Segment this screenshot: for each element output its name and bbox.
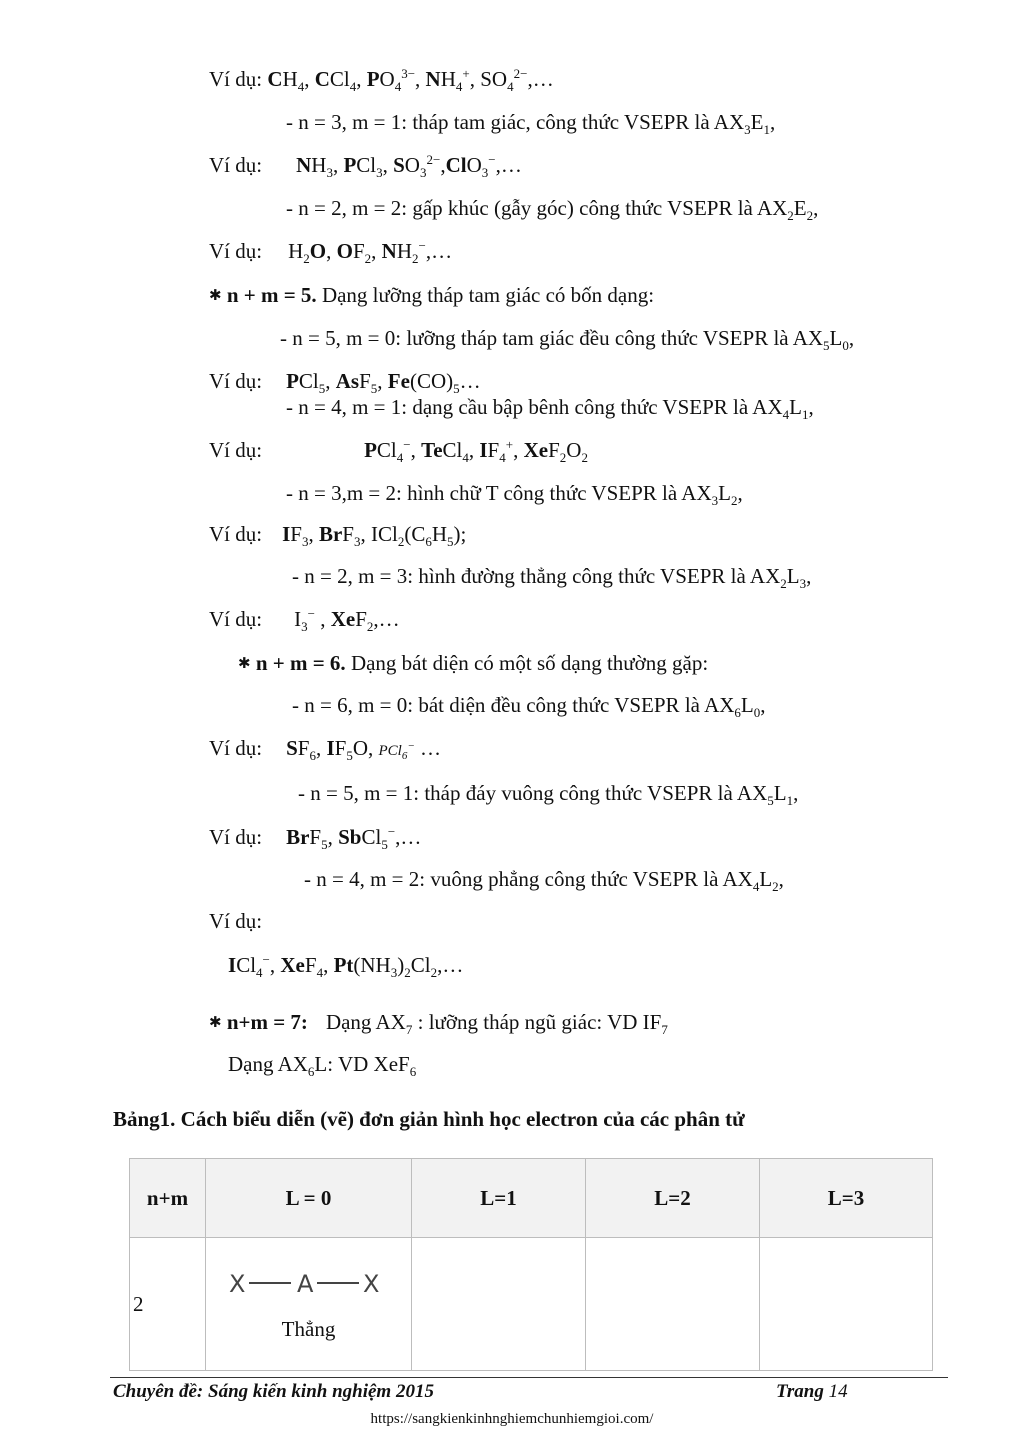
example-line-8: Ví dụ: $SF_6$, $IF_5O$, PCl$_6$− … — [209, 736, 442, 764]
example-label: Ví dụ: — [209, 67, 263, 91]
footer-left: Chuyên đề: Sáng kiến kinh nghiệm 2015 — [113, 1381, 434, 1402]
section-nm7: ✱ n+m = 7: Dạng $AX_7$ : lưỡng tháp ngũ giác: VD $IF_7$ — [209, 1010, 668, 1038]
section-nm6: ✱ n + m = 6. Dạng bát diện có một số dạng thường gặp: — [238, 651, 709, 675]
table-caption: Bảng1. Cách biểu diễn (vẽ) đơn giản hình học electron của các phân tử — [113, 1107, 745, 1131]
cell-l1 — [412, 1238, 586, 1371]
example-line-4: Ví dụ: PCl$_5$, AsF$_5$, $Fe(CO)_5\dots$ — [209, 369, 481, 397]
header-l2: L=2 — [586, 1159, 760, 1238]
table-row — [130, 1238, 933, 1371]
rule-n5-m1: - n = 5, m = 1: tháp đáy vuông công thức VSEPR là $AX_5L_1$, — [298, 781, 799, 809]
shape-label: Thẳng — [281, 1316, 336, 1341]
rule-n2-m2: - n = 2, m = 2: gấp khúc (gẫy góc) công thức VSEPR là $AX_2E_2$, — [286, 196, 819, 224]
section-nm7-ax6l: Dạng $AX_6L$: VD XeF$_6$ — [228, 1052, 417, 1080]
geometry-table — [129, 1158, 933, 1371]
atom-x-right: X — [362, 1269, 379, 1298]
example-line-3: Ví dụ: $H_2O$, $OF_2$, $NH_2^-,\dots$ — [209, 238, 453, 267]
example-line-7: Ví dụ: $I_3^-$ , XeF$_2$,… — [209, 606, 400, 635]
example-line-5: Ví dụ: PCl$_4$−, TeCl$_4$, $IF_4^+$, $XeF_2O_2$ — [209, 437, 588, 466]
cell-l3 — [760, 1238, 933, 1371]
asterisk-icon: ✱ — [209, 288, 222, 304]
rule-n4-m2: - n = 4, m = 2: vuông phẳng công thức VSEPR là $AX_4L_2$, — [304, 867, 784, 895]
rule-n3-m1: - n = 3, m = 1: tháp tam giác, công thức VSEPR là $AX_3E_1$, — [286, 110, 776, 138]
asterisk-icon: ✱ — [238, 656, 251, 672]
asterisk-icon: ✱ — [209, 1015, 222, 1031]
linear-molecule-diagram — [225, 1267, 385, 1301]
example-line-6: Ví dụ: $IF_3$, BrF$_3$, $ICl_2(C_6H_5)$; — [209, 522, 467, 550]
footer-url[interactable]: https://sangkienkinhnghiemchunhiemgioi.com/ — [370, 1411, 654, 1427]
table-header-row — [130, 1159, 933, 1238]
rule-n4-m1: - n = 4, m = 1: dạng cầu bập bênh công thức VSEPR là $AX_4L_1$, — [286, 395, 814, 423]
footer-page: Trang 14 — [776, 1381, 848, 1402]
header-l0: L = 0 — [206, 1159, 412, 1238]
example-line-10: Ví dụ: — [209, 909, 263, 933]
cell-l2 — [586, 1238, 760, 1371]
example-line-9: Ví dụ: BrF$_5$, SbCl$_5$−,… — [209, 824, 422, 853]
atom-a: A — [296, 1269, 313, 1298]
cell-nm: 2 — [130, 1238, 206, 1371]
header-l1: L=1 — [412, 1159, 586, 1238]
example-line-1: Ví dụ: $CH_4$, CCl$_4$, $PO_4^{3-}$, $NH_4^+$, $SO_4^{2-},\dots$ — [209, 66, 554, 95]
atom-x-left: X — [228, 1269, 245, 1298]
rule-n5-m0: - n = 5, m = 0: lưỡng tháp tam giác đều công thức VSEPR là $AX_5L_0$, — [280, 326, 855, 354]
header-l3: L=3 — [760, 1159, 933, 1238]
header-nm: n+m — [130, 1159, 206, 1238]
example-line-10-items: ICl$_4$−, XeF$_4$, $Pt(NH_3)_2Cl_2,\dots$ — [228, 952, 464, 981]
rule-n2-m3: - n = 2, m = 3: hình đường thẳng công thức VSEPR là $AX_2L_3$, — [292, 564, 812, 592]
section-nm5: ✱ n + m = 5. Dạng lưỡng tháp tam giác có bốn dạng: — [209, 283, 655, 307]
rule-n3-m2: - n = 3,m = 2: hình chữ T công thức VSEPR là $AX_3L_2$, — [286, 481, 743, 509]
footer-rule — [110, 1377, 948, 1378]
example-line-2: Ví dụ: $NH_3$, PCl$_3$, $SO_3^{2-},ClO_3^-,\dots$ — [209, 152, 522, 181]
cell-linear — [206, 1238, 412, 1371]
rule-n6-m0: - n = 6, m = 0: bát diện đều công thức VSEPR là $AX_6L_0$, — [292, 693, 766, 721]
